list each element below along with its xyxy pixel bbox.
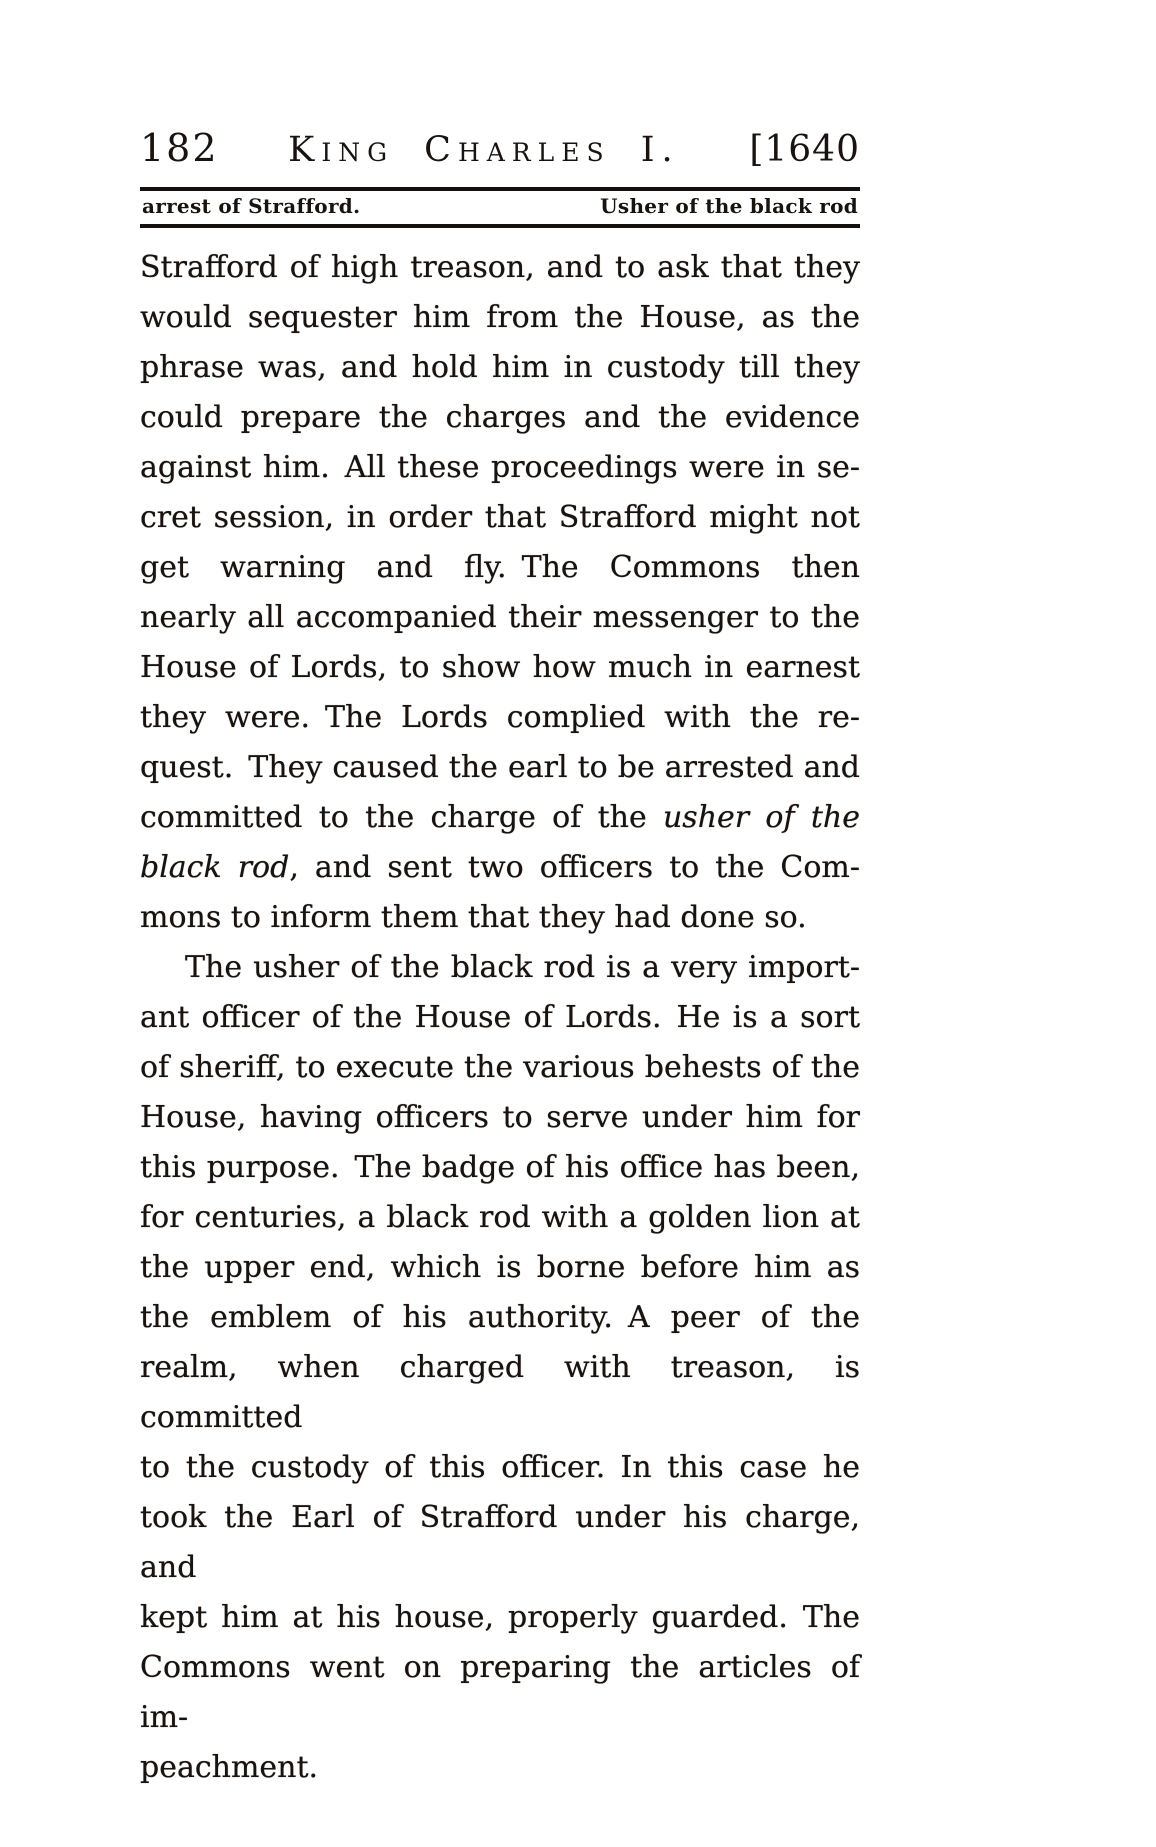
text-segment: phrase was, and hold him in custody till they	[140, 350, 860, 385]
text-segment: The usher of the black rod is a very import-	[185, 950, 860, 985]
text-segment: would sequester him from the House, as the	[140, 300, 860, 335]
text-segment: Commons went on preparing the articles of im-	[140, 1650, 860, 1735]
text-segment: , and sent two officers to the Com-	[289, 850, 861, 885]
text-segment: House of Lords, to show how much in earnest	[140, 650, 860, 685]
text-line	[140, 1243, 860, 1293]
header-rule-bottom	[140, 224, 860, 228]
text-line	[140, 1193, 860, 1243]
italic-text-segment: black rod	[140, 850, 290, 885]
body-text	[140, 243, 860, 1793]
year-marker: [1640	[749, 129, 860, 170]
running-head-left: arrest of Strafford.	[142, 194, 361, 218]
text-line	[140, 693, 860, 743]
text-segment: committed to the charge of the	[140, 800, 663, 835]
text-line	[140, 1293, 860, 1343]
text-segment: to the custody of this officer. In this case he	[140, 1450, 860, 1485]
text-segment: kept him at his house, properly guarded. The	[140, 1600, 860, 1635]
text-line	[140, 593, 860, 643]
text-segment: against him. All these proceedings were in se-	[140, 450, 860, 485]
text-line	[140, 643, 860, 693]
italic-text-segment: usher of the	[662, 800, 860, 835]
running-head-right: Usher of the black rod	[600, 194, 858, 218]
text-segment: House, having officers to serve under him for	[140, 1100, 860, 1135]
text-line	[140, 1493, 860, 1593]
text-line	[140, 1593, 860, 1643]
text-line	[140, 1443, 860, 1493]
text-line	[140, 943, 860, 993]
text-line	[140, 893, 860, 943]
text-line	[140, 293, 860, 343]
text-line	[140, 743, 860, 793]
text-segment: the upper end, which is borne before him as	[140, 1250, 860, 1285]
text-segment: cret session, in order that Strafford might not	[140, 500, 860, 535]
text-line	[140, 993, 860, 1043]
text-line	[140, 443, 860, 493]
text-segment: took the Earl of Strafford under his charge, and	[140, 1500, 860, 1585]
text-segment: Strafford of high treason, and to ask that they	[140, 250, 860, 285]
text-line	[140, 1143, 860, 1193]
text-segment: could prepare the charges and the evidence	[140, 400, 860, 435]
text-segment: the emblem of his authority. A peer of the	[140, 1300, 860, 1335]
text-segment: get warning and fly. The Commons then	[140, 550, 860, 585]
text-line	[140, 843, 860, 893]
text-line	[140, 493, 860, 543]
text-line	[140, 343, 860, 393]
text-segment: peachment.	[140, 1750, 319, 1785]
running-title: King Charles I.	[288, 130, 680, 170]
text-line	[140, 1093, 860, 1143]
text-line	[140, 1643, 860, 1743]
text-segment: nearly all accompanied their messenger to the	[140, 600, 860, 635]
page-number: 182	[140, 126, 219, 170]
text-line	[140, 793, 860, 843]
text-line	[140, 393, 860, 443]
text-segment: for centuries, a black rod with a golden lion at	[140, 1200, 860, 1235]
text-segment: mons to inform them that they had done so.	[140, 900, 807, 935]
text-line	[140, 1343, 860, 1443]
page-header	[140, 0, 860, 170]
text-block	[140, 0, 860, 1793]
text-segment: this purpose. The badge of his office has been,	[140, 1150, 860, 1185]
text-segment: of sheriff, to execute the various behests of the	[140, 1050, 860, 1085]
text-segment: quest. They caused the earl to be arrested and	[140, 750, 860, 785]
text-line	[140, 1043, 860, 1093]
text-line	[140, 543, 860, 593]
text-line	[140, 243, 860, 293]
running-heads	[140, 191, 860, 222]
text-segment: realm, when charged with treason, is committed	[140, 1350, 860, 1435]
text-segment: ant officer of the House of Lords. He is a sort	[140, 1000, 860, 1035]
text-segment: they were. The Lords complied with the re-	[140, 700, 860, 735]
text-line	[140, 1743, 860, 1793]
